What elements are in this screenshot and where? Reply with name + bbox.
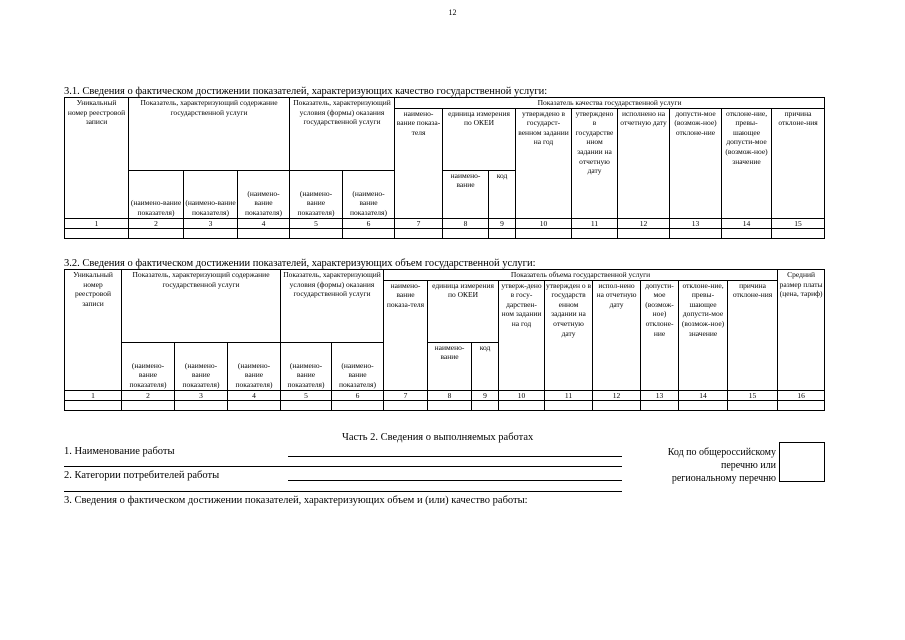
header-unit: единица измерения по ОКЕИ [428, 280, 499, 342]
subheader-indicator-name: (наимено-вание показателя) [238, 170, 290, 218]
empty-cell[interactable] [722, 228, 772, 238]
empty-cell[interactable] [428, 400, 472, 410]
subheader-indicator-name: (наимено-вание показателя) [332, 342, 384, 390]
header-approved-date: утвержден о в государств енном задании на отчетную дату [545, 280, 593, 390]
code-label-line-2: перечню или [720, 460, 776, 471]
empty-cell[interactable] [489, 228, 516, 238]
column-number: 6 [332, 390, 384, 400]
column-number: 14 [722, 218, 772, 228]
column-number: 11 [572, 218, 618, 228]
column-number: 3 [175, 390, 228, 400]
header-conditions-indicator: Показатель, характеризующий условия (формы) оказания государственной услуги [281, 270, 384, 343]
column-number: 1 [65, 390, 122, 400]
table-row [65, 400, 825, 410]
header-deviation-reason: причина отклоне-ния [772, 108, 825, 218]
work-name-field[interactable] [288, 456, 622, 457]
column-number: 12 [593, 390, 641, 400]
code-label-line-1: Код по общероссийскому [667, 447, 776, 458]
column-number: 9 [489, 218, 516, 228]
column-number: 14 [679, 390, 728, 400]
header-volume-group: Показатель объема государственной услуги [384, 270, 778, 281]
consumer-categories-label: 2. Категории потребителей работы [64, 470, 220, 481]
column-number: 8 [443, 218, 489, 228]
empty-cell[interactable] [65, 400, 122, 410]
header-unit-code: код [472, 342, 499, 390]
column-number: 15 [772, 218, 825, 228]
header-indicator-name: наимено-вание показа-теля [384, 280, 428, 390]
empty-cell[interactable] [65, 228, 129, 238]
column-number: 8 [428, 390, 472, 400]
empty-cell[interactable] [618, 228, 670, 238]
column-number: 4 [228, 390, 281, 400]
column-number: 6 [343, 218, 395, 228]
subheader-indicator-name: (наимено-вание показателя) [175, 342, 228, 390]
empty-cell[interactable] [772, 228, 825, 238]
header-deviation-reason: причина отклоне-ния [728, 280, 778, 390]
header-unit-name: наимено-вание [428, 342, 472, 390]
header-quality-group: Показатель качества государственной услуги [395, 98, 825, 109]
header-content-indicator: Показатель, характеризующий содержание государственной услуги [129, 98, 290, 171]
empty-cell[interactable] [679, 400, 728, 410]
header-unit-name: наимено-вание [443, 170, 489, 218]
column-number: 16 [778, 390, 825, 400]
column-number: 5 [281, 390, 332, 400]
empty-cell[interactable] [395, 228, 443, 238]
empty-cell[interactable] [384, 400, 428, 410]
volume-indicators-table [64, 269, 825, 411]
section-3-1-title: 3.1. Сведения о фактическом достижении показателей, характеризующих качество государственной услуги: [64, 86, 548, 97]
header-approved-year: утверж-дено в госу-дарствен-ном задании на год [499, 280, 545, 390]
empty-cell[interactable] [129, 228, 184, 238]
empty-cell[interactable] [122, 400, 175, 410]
empty-cell[interactable] [443, 228, 489, 238]
registry-code-box[interactable] [779, 442, 825, 482]
empty-cell[interactable] [281, 400, 332, 410]
column-number: 7 [395, 218, 443, 228]
column-number-row [65, 218, 825, 228]
column-number: 2 [129, 218, 184, 228]
empty-cell[interactable] [545, 400, 593, 410]
header-unique-number: Уникальный номер реестровой записи [65, 270, 122, 391]
empty-cell[interactable] [228, 400, 281, 410]
header-indicator-name: наимено-вание показа-теля [395, 108, 443, 218]
empty-cell[interactable] [516, 228, 572, 238]
code-label [620, 446, 776, 485]
consumer-categories-field[interactable] [288, 480, 622, 481]
subheader-indicator-name: (наимено-вание показателя) [184, 170, 238, 218]
empty-cell[interactable] [593, 400, 641, 410]
empty-cell[interactable] [472, 400, 499, 410]
column-number-row [65, 390, 825, 400]
quality-indicators-table [64, 97, 825, 239]
header-allowed-deviation: допусти-мое (возмож-ное) отклоне-ние [670, 108, 722, 218]
section-3-2-title: 3.2. Сведения о фактическом достижении показателей, характеризующих объем государственной услуги: [64, 258, 536, 269]
empty-cell[interactable] [184, 228, 238, 238]
subheader-indicator-name: (наимено-вание показателя) [228, 342, 281, 390]
header-unit: единица измерения по ОКЕИ [443, 108, 516, 170]
column-number: 10 [499, 390, 545, 400]
consumer-categories-field-line-2[interactable] [64, 491, 622, 492]
part-2-title: Часть 2. Сведения о выполняемых работах [342, 432, 534, 443]
code-label-line-3: региональному перечню [671, 473, 776, 484]
column-number: 12 [618, 218, 670, 228]
subheader-indicator-name: (наимено-вание показателя) [281, 342, 332, 390]
empty-cell[interactable] [670, 228, 722, 238]
column-number: 1 [65, 218, 129, 228]
column-number: 13 [641, 390, 679, 400]
empty-cell[interactable] [175, 400, 228, 410]
header-done: испол-нено на отчетную дату [593, 280, 641, 390]
empty-cell[interactable] [332, 400, 384, 410]
header-approved-year: утверждено в государст-венном задании на год [516, 108, 572, 218]
column-number: 11 [545, 390, 593, 400]
empty-cell[interactable] [778, 400, 825, 410]
table-row [65, 228, 825, 238]
column-number: 13 [670, 218, 722, 228]
column-number: 10 [516, 218, 572, 228]
empty-cell[interactable] [641, 400, 679, 410]
empty-cell[interactable] [728, 400, 778, 410]
header-conditions-indicator: Показатель, характеризующий условия (формы) оказания государственной услуги [290, 98, 395, 171]
header-content-indicator: Показатель, характеризующий содержание государственной услуги [122, 270, 281, 343]
work-name-label: 1. Наименование работы [64, 446, 175, 457]
column-number: 4 [238, 218, 290, 228]
section-3-work-title: 3. Сведения о фактическом достижении показателей, характеризующих объем и (или) качество работы: [64, 495, 528, 506]
work-name-field-line-2[interactable] [64, 466, 622, 467]
subheader-indicator-name: (наимено-вание показателя) [343, 170, 395, 218]
header-unique-number: Уникальный номер реестровой записи [65, 98, 129, 219]
subheader-indicator-name: (наимено-вание показателя) [122, 342, 175, 390]
header-approved-date: утверждено в государстве нном задании на отчетную дату [572, 108, 618, 218]
column-number: 2 [122, 390, 175, 400]
header-allowed-deviation: допусти-мое (возмож-ное) отклоне-ние [641, 280, 679, 390]
subheader-indicator-name: (наимено-вание показателя) [129, 170, 184, 218]
column-number: 3 [184, 218, 238, 228]
subheader-indicator-name: (наимено-вание показателя) [290, 170, 343, 218]
column-number: 9 [472, 390, 499, 400]
header-exceeding-deviation: отклоне-ние, превы-шающее допусти-мое (возмож-ное) значение [679, 280, 728, 390]
empty-cell[interactable] [499, 400, 545, 410]
empty-cell[interactable] [343, 228, 395, 238]
empty-cell[interactable] [572, 228, 618, 238]
column-number: 7 [384, 390, 428, 400]
empty-cell[interactable] [238, 228, 290, 238]
column-number: 15 [728, 390, 778, 400]
column-number: 5 [290, 218, 343, 228]
header-average-price: Средний размер платы (цена, тариф) [778, 270, 825, 391]
empty-cell[interactable] [290, 228, 343, 238]
header-unit-code: код [489, 170, 516, 218]
header-exceeding-deviation: отклоне-ние, превы-шающее допусти-мое (возмож-ное) значение [722, 108, 772, 218]
header-done: исполнено на отчетную дату [618, 108, 670, 218]
page-number: 12 [448, 8, 457, 17]
